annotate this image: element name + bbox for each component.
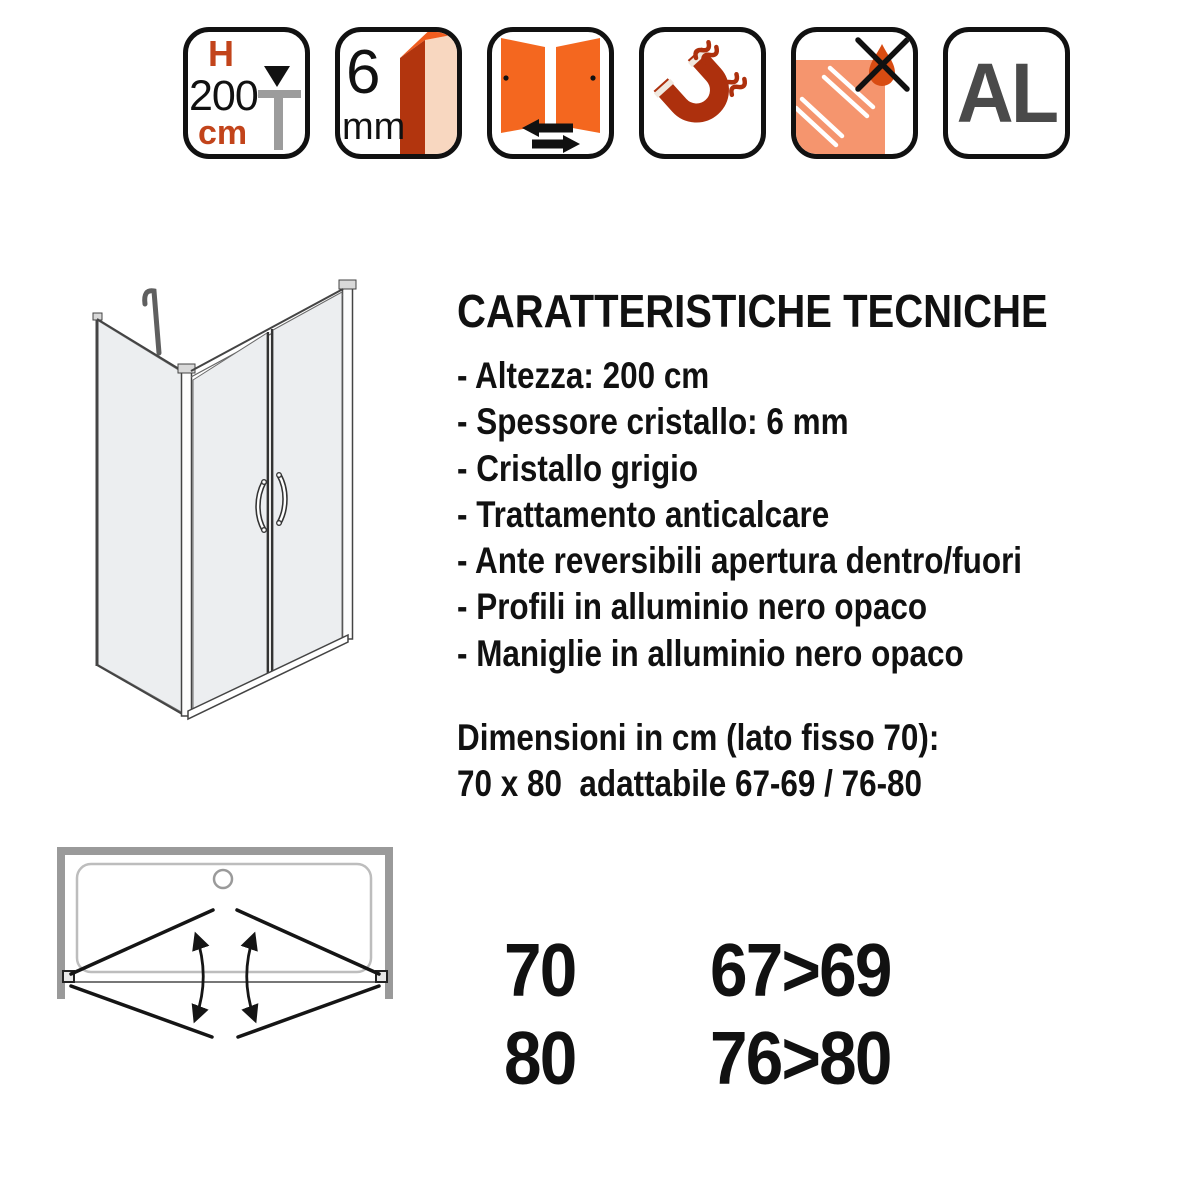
size-fixed-1: 70 [504, 928, 576, 1012]
measure-bar [258, 90, 301, 98]
spec-item: - Ante reversibili apertura dentro/fuori [457, 540, 1023, 582]
right-door-knob [590, 75, 595, 80]
slab-face [425, 34, 457, 154]
dimensions-title: Dimensioni in cm (lato fisso 70): [457, 717, 940, 758]
height-h-label: H [208, 33, 234, 74]
thickness-unit: mm [342, 106, 406, 148]
height-unit: cm [198, 114, 248, 152]
top-view-diagram [55, 840, 395, 1070]
spec-item: - Spessore cristallo: 6 mm [457, 401, 849, 443]
swap-arrows-icon [522, 119, 580, 153]
dimensions-detail: 70 x 80 adattabile 67-69 / 76-80 [457, 763, 923, 805]
feature-icons-row [183, 27, 1070, 159]
double-doors-opening-icon [487, 27, 614, 159]
size-fixed-2: 80 [504, 1016, 576, 1100]
size-range-1: 67>69 [709, 928, 891, 1012]
page-title: CARATTERISTICHE TECNICHE [457, 285, 1048, 337]
corner-post [182, 370, 192, 716]
spec-list [457, 353, 1122, 677]
thickness-value: 6 [346, 38, 381, 107]
aluminium-icon [943, 27, 1070, 159]
spec-item: - Trattamento anticalcare [457, 493, 830, 535]
fixed-side-glass [97, 320, 185, 714]
support-bar [145, 291, 159, 353]
dimensions-block [457, 715, 1024, 808]
spec-item: - Cristallo grigio [457, 447, 699, 489]
spec-item: - Altezza: 200 cm [457, 355, 710, 396]
measure-arrow-icon [264, 66, 290, 87]
magnetic-closure-icon [639, 27, 766, 159]
right-post [343, 286, 353, 639]
height-value: 200 [189, 72, 258, 120]
anticalcare-glass-icon [791, 27, 918, 159]
anticalcare-graphic [796, 32, 913, 154]
right-door-panel [556, 38, 600, 133]
sizes-table [440, 926, 960, 1102]
magnet-graphic [644, 32, 761, 154]
corner-post-cap [178, 364, 195, 373]
shower-enclosure-drawing [85, 270, 410, 735]
spec-item: - Maniglie in alluminio nero opaco [457, 632, 964, 674]
drain [214, 870, 232, 888]
spec-item: - Profili in alluminio nero opaco [457, 586, 928, 628]
door-left-glass [193, 333, 267, 715]
wall-top [57, 847, 393, 855]
glass-thickness-6mm-icon [335, 27, 462, 159]
doors-graphic [492, 32, 609, 154]
left-door-panel [501, 38, 545, 133]
left-door-knob [503, 75, 508, 80]
height-200cm-icon [183, 27, 310, 159]
right-post-cap [339, 280, 356, 289]
measure-stem [274, 98, 283, 150]
size-range-2: 76>80 [709, 1016, 891, 1100]
aluminium-label: AL [956, 45, 1057, 140]
